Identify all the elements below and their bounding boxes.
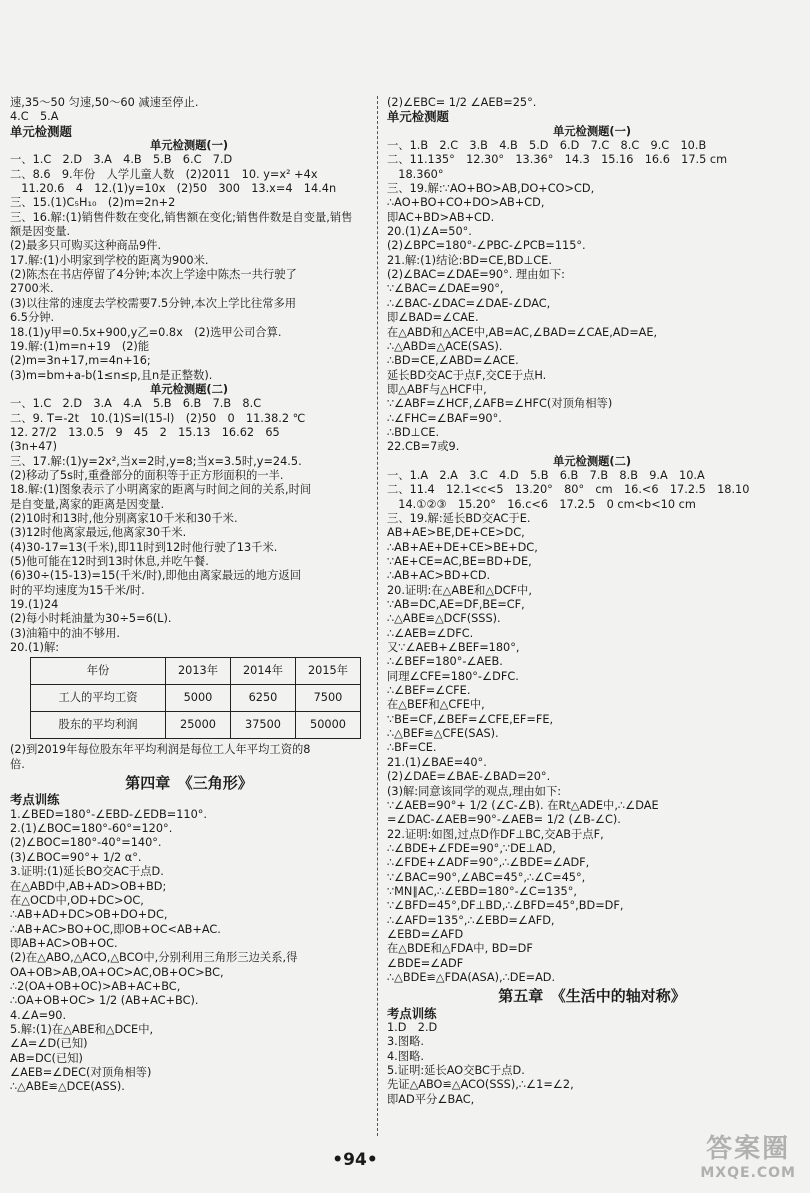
section-heading: 考点训练 xyxy=(387,1005,437,1021)
answer-line: 在△OCD中,OD+DC>OC, xyxy=(10,893,144,907)
answer-line: 二、11.4 12.1<c<5 13.20° 80° cm 16.<6 17.2.5 18.10 xyxy=(387,483,750,497)
answer-line: (2)在△ABO,△ACO,△BCO中,分别利用三角形三边关系,得 xyxy=(10,951,298,965)
answer-line: 二、9. T=-2t 10.(1)S=l(15-l) (2)50 0 11.38.2 ℃ xyxy=(10,411,306,425)
answer-line: 18.解:(1)图象表示了小明离家的距离与时间之间的关系,时间 xyxy=(10,483,312,497)
answer-line: (2)∠BAC=∠DAE=90°. 理由如下: xyxy=(387,268,565,282)
answer-line: 4.∠A=90. xyxy=(10,1008,67,1022)
page-number: •94• xyxy=(332,1150,378,1170)
left-answer-lines xyxy=(10,96,368,655)
answer-line: ∴∠BEF=∠CFE. xyxy=(387,684,471,698)
subsection-heading: 单元检测题(二) xyxy=(552,454,632,468)
answer-line: (3)解:同意该同学的观点,理由如下: xyxy=(387,784,562,798)
answer-line: 5.解:(1)在△ABE和△DCE中, xyxy=(10,1022,154,1036)
answer-line: 时的平均速度为15千米/时. xyxy=(10,583,145,597)
answer-line: ∴△ABE≌△DCF(SSS). xyxy=(387,612,501,626)
answer-line: 在△BEF和△CFE中, xyxy=(387,698,485,712)
watermark-url: MXQE.COM xyxy=(700,1165,796,1181)
answer-line: ∴∠BAC-∠DAC=∠DAE-∠DAC, xyxy=(387,296,551,310)
answer-line: ∴AB+AD+DC>OB+DO+DC, xyxy=(10,908,168,922)
watermark-text: 答案圈 xyxy=(706,1134,791,1164)
answer-line: 6.5分钟. xyxy=(10,311,55,325)
answer-line: 一、1.C 2.D 3.A 4.B 5.B 6.C 7.D xyxy=(10,153,233,167)
answer-line: ∵∠AEB=90°+ 1/2 (∠C-∠B). 在Rt△ADE中,∴∠DAE xyxy=(387,798,659,812)
answer-line: 三、19.解:延长BD交AC于E. xyxy=(387,511,531,525)
answer-line: 在△ABD和△ACE中,AB=AC,∠BAD=∠CAE,AD=AE, xyxy=(387,325,658,339)
answer-line: ∴OA+OB+OC> 1/2 (AB+AC+BC). xyxy=(10,994,199,1008)
answer-line: ∴AO+BO+CO+DO>AB+CD, xyxy=(387,196,545,210)
answer-line: 11.20.6 4 12.(1)y=10x (2)50 300 13.x=4 14.4n xyxy=(10,182,337,196)
column-divider xyxy=(377,96,378,1136)
answer-line: 三、15.(1)C₅H₁₀ (2)m=2n+2 xyxy=(10,196,176,210)
answer-line: AB+AE>BE,DE+CE>DC, xyxy=(387,526,525,540)
chapter-heading: 第四章 《三角形》 xyxy=(125,774,253,793)
subsection-heading: 单元检测题(一) xyxy=(552,124,632,138)
answer-line: ∠EBD=∠AFD xyxy=(387,927,464,941)
answer-line: 在△BDE和△FDA中, BD=DF xyxy=(387,942,533,956)
answer-line: ∴∠AEB=∠DFC. xyxy=(387,626,474,640)
table-cell: 25000 xyxy=(166,712,231,739)
answer-line: (2)每小时耗油量为30÷5=6(L). xyxy=(10,612,172,626)
left-column xyxy=(10,96,368,1095)
section-heading: 考点训练 xyxy=(10,792,60,808)
answer-line: 一、1.B 2.C 3.B 4.B 5.D 6.D 7.C 8.C 9.C 10.B xyxy=(387,139,707,153)
answer-line: 2700米. xyxy=(10,282,54,296)
answer-line: ∵AB=DC,AE=DF,BE=CF, xyxy=(387,598,525,612)
answer-line: (2)最多只可购买这种商品9件. xyxy=(10,239,162,253)
answer-line: 20.(1)解: xyxy=(10,641,60,655)
answer-line: ∠AEB=∠DEC(对顶角相等) xyxy=(10,1065,152,1079)
answer-line: 3.图略. xyxy=(387,1035,424,1049)
answer-line: 22.CB=7或9. xyxy=(387,440,460,454)
answer-line: 即AC+BD>AB+CD. xyxy=(387,210,495,224)
answer-line: (6)30÷(15-13)=15(千米/时),即他由离家最远的地方返回 xyxy=(10,569,301,583)
table-header-cell: 年份 xyxy=(31,658,166,685)
answer-line: 1.∠BED=180°-∠EBD-∠EDB=110°. xyxy=(10,807,208,821)
table-cell: 7500 xyxy=(296,685,361,712)
answer-line: ∴△BEF≌△CFE(SAS). xyxy=(387,727,499,741)
answer-line: 20.证明:在△ABE和△DCF中, xyxy=(387,583,532,597)
answer-line: 3.证明:(1)延长BO交AC于点D. xyxy=(10,865,164,879)
answer-line: ∴∠FHC=∠BAF=90°. xyxy=(387,411,502,425)
answer-line: 22.证明:如图,过点D作DF⊥BC,交AB于点F, xyxy=(387,827,604,841)
answer-line: 同理∠CFE=180°-∠DFC. xyxy=(387,669,519,683)
answer-line: ∵MN∥AC,∴∠EBD=180°-∠C=135°, xyxy=(387,884,577,898)
answer-line: (2)陈杰在书店停留了4分钟;本次上学途中陈杰一共行驶了 xyxy=(10,268,297,282)
answer-line: 17.解:(1)小明家到学校的距离为900米. xyxy=(10,253,209,267)
answer-line: 14.①②③ 15.20° 16.c<6 17.2.5 0 cm<b<10 cm xyxy=(387,497,696,511)
answer-line: 一、1.A 2.A 3.C 4.D 5.B 6.B 7.B 8.B 9.A 10.A xyxy=(387,468,705,482)
answer-line: OA+OB>AB,OA+OC>AC,OB+OC>BC, xyxy=(10,965,224,979)
table-header-cell: 2014年 xyxy=(231,658,296,685)
answer-line: 19.(1)24 xyxy=(10,598,59,612)
answer-line: (3)∠BOC=90°+ 1/2 α°. xyxy=(10,850,142,864)
answer-line: (2)10时和13时,他分别离家10千米和30千米. xyxy=(10,511,238,525)
table-header-row xyxy=(31,658,361,685)
answer-line: ∴△ABD≌△ACE(SAS). xyxy=(387,339,503,353)
table-row xyxy=(31,685,361,712)
answer-line: ∵BE=CF,∠BEF=∠CFE,EF=FE, xyxy=(387,712,554,726)
answer-line: 5.证明:延长AO交BC于点D. xyxy=(387,1064,525,1078)
answer-line: ∴∠AFD=135°,∴∠EBD=∠AFD, xyxy=(387,913,555,927)
left-answer-lines-continued xyxy=(10,743,368,1094)
answer-line: ∵AE+CE=AC,BE=BD+DE, xyxy=(387,555,532,568)
table-cell: 37500 xyxy=(231,712,296,739)
data-table xyxy=(30,657,361,739)
answer-line: (2)移动了5s时,重叠部分的面积等于正方形面积的一半. xyxy=(10,468,284,482)
answer-line: 一、1.C 2.D 3.A 4.A 5.B 6.B 7.B 8.C xyxy=(10,397,262,411)
answer-line: (2)m=3n+17,m=4n+16; xyxy=(10,354,151,368)
answer-line: (2)∠EBC= 1/2 ∠AEB=25°. xyxy=(387,96,537,109)
table-cell: 6250 xyxy=(231,685,296,712)
answer-line: ∴△ABE≌△DCE(ASS). xyxy=(10,1080,125,1094)
answer-line: 12. 27/2 13.0.5 9 45 2 15.13 16.62 65 xyxy=(10,425,280,439)
answer-line: 二、11.135° 12.30° 13.36° 14.3 15.16 16.6 17.5 cm xyxy=(387,153,728,167)
right-answer-lines xyxy=(387,96,797,1107)
answer-line: ∵∠ABF=∠HCF,∠AFB=∠HFC(对顶角相等) xyxy=(387,397,613,411)
answer-line: ∴BD=CE,∠ABD=∠ACE. xyxy=(387,354,519,368)
answer-line: (3)12时他离家最远,他离家30千米. xyxy=(10,526,187,540)
answer-line: (2)∠BPC=180°-∠PBC-∠PCB=115°. xyxy=(387,239,586,253)
answer-line: ∵∠BAC=90°,∠ABC=45°,∴∠C=45°, xyxy=(387,870,586,884)
answer-line: 4.图略. xyxy=(387,1049,424,1063)
answer-line: 19.解:(1)m=n+19 (2)能 xyxy=(10,339,150,353)
answer-line: ∠A=∠D(已知) xyxy=(10,1037,88,1051)
section-heading: 单元检测题 xyxy=(387,109,449,125)
answer-line: 额是因变量. xyxy=(10,225,71,239)
answer-line: 三、19.解:∵AO+BO>AB,DO+CO>CD, xyxy=(387,182,595,196)
table-cell: 工人的平均工资 xyxy=(31,685,166,712)
answer-line: (4)30-17=13(千米),即11时到12时他行驶了13千米. xyxy=(10,540,278,554)
answer-line: 在△ABD中,AB+AD>OB+BD; xyxy=(10,879,167,893)
answer-line: (3)m=bm+a-b(1≤n≤p,且n是正整数). xyxy=(10,368,213,382)
answer-line: ∵∠BFD=45°,DF⊥BD,∴∠BFD=45°,BD=DF, xyxy=(387,899,624,913)
answer-line: ∴△BDE≌△FDA(ASA),∴DE=AD. xyxy=(387,970,556,984)
table-cell: 5000 xyxy=(166,685,231,712)
answer-line: ∴∠BDE+∠FDE=90°,∵DE⊥AD, xyxy=(387,841,556,855)
table-row xyxy=(31,712,361,739)
answer-line: (3)油箱中的油不够用. xyxy=(10,626,120,640)
answer-line: AB=DC(已知) xyxy=(10,1051,83,1065)
answer-line: ∴AB+AC>BD+CD. xyxy=(387,569,491,583)
answer-line: ∠BDE=∠ADF xyxy=(387,956,464,970)
table-cell: 50000 xyxy=(296,712,361,739)
subsection-heading: 单元检测题(二) xyxy=(149,382,229,396)
answer-line: 21.解:(1)结论:BD=CE,BD⊥CE. xyxy=(387,253,552,267)
answer-line: 1.D 2.D xyxy=(387,1021,438,1034)
answer-line: 二、8.6 9.年份 人学儿童人数 (2)2011 10. y=x² +4x xyxy=(10,167,318,181)
answer-line: ∴∠BEF=180°-∠AEB. xyxy=(387,655,503,669)
answer-line: 即∠BAD=∠CAE. xyxy=(387,311,479,325)
answer-line: 2.(1)∠BOC=180°-60°=120°. xyxy=(10,822,173,836)
answer-line: ∴2(OA+OB+OC)>AB+AC+BC, xyxy=(10,979,181,993)
answer-line: 先证△ABO≌△ACO(SSS),∴∠1=∠2, xyxy=(387,1078,574,1092)
section-heading: 单元检测题 xyxy=(10,123,72,139)
right-column xyxy=(387,96,797,1107)
answer-line: 速,35～50 匀速,50～60 减速至停止. xyxy=(10,96,199,109)
answer-line: 延长BD交AC于点F,交CE于点H. xyxy=(387,368,547,382)
answer-line: 18.360° xyxy=(387,167,444,181)
answer-line: ∴AB+AC>BO+OC,即OB+OC<AB+AC. xyxy=(10,922,221,936)
answer-line: 4.C 5.A xyxy=(10,110,59,124)
answer-line: (3n+47) xyxy=(10,440,58,454)
answer-line: 20.(1)∠A=50°. xyxy=(387,225,472,239)
subsection-heading: 单元检测题(一) xyxy=(149,139,229,153)
answer-line: 三、16.解:(1)销售件数在变化,销售额在变化;销售件数是自变量,销售 xyxy=(10,210,353,224)
answer-line: (3)以往常的速度去学校需要7.5分钟,本次上学比往常多用 xyxy=(10,296,297,310)
answer-line: 即△ABF与△HCF中, xyxy=(387,382,487,396)
answer-line: 倍. xyxy=(10,757,25,771)
answer-line: ∵∠BAC=∠DAE=90°, xyxy=(387,282,504,296)
chapter-heading: 第五章 《生活中的轴对称》 xyxy=(498,987,686,1006)
answer-line: 即AB+AC>OB+OC. xyxy=(10,936,118,950)
answer-line: ∴∠FDE+∠ADF=90°,∴∠BDE=∠ADF, xyxy=(387,856,590,870)
answer-line: (2)到2019年每位股东年平均利润是每位工人年平均工资的8 xyxy=(10,743,311,757)
table-header-cell: 2015年 xyxy=(296,658,361,685)
answer-line: ∴AB+AE+DE+CE>BE+DC, xyxy=(387,540,538,554)
answer-line: ∴BF=CE. xyxy=(387,741,437,755)
answer-line: 18.(1)y甲=0.5x+900,y乙=0.8x (2)选甲公司合算. xyxy=(10,325,282,339)
answer-line: ∴BD⊥CE. xyxy=(387,425,440,439)
answer-line: =∠DAC-∠AEB=90°-∠AEB= 1/2 (∠B-∠C). xyxy=(387,813,621,827)
table-header-cell: 2013年 xyxy=(166,658,231,685)
answer-line: 21.(1)∠BAE=40°. xyxy=(387,755,487,769)
answer-line: 即AD平分∠BAC, xyxy=(387,1092,475,1106)
answer-line: 三、17.解:(1)y=2x²,当x=2时,y=8;当x=3.5时,y=24.5. xyxy=(10,454,302,468)
watermark-logo xyxy=(700,1128,796,1181)
answer-line: (2)∠DAE=∠BAE-∠BAD=20°. xyxy=(387,770,551,784)
answer-line: 是自变量,离家的距离是因变量. xyxy=(10,497,165,511)
answer-line: 又∵∠AEB+∠BEF=180°, xyxy=(387,641,520,655)
answer-line: (5)他可能在12时到13时休息,并吃午餐. xyxy=(10,555,209,568)
table-cell: 股东的平均利润 xyxy=(31,712,166,739)
answer-line: (2)∠BOC=180°-40°=140°. xyxy=(10,836,162,850)
